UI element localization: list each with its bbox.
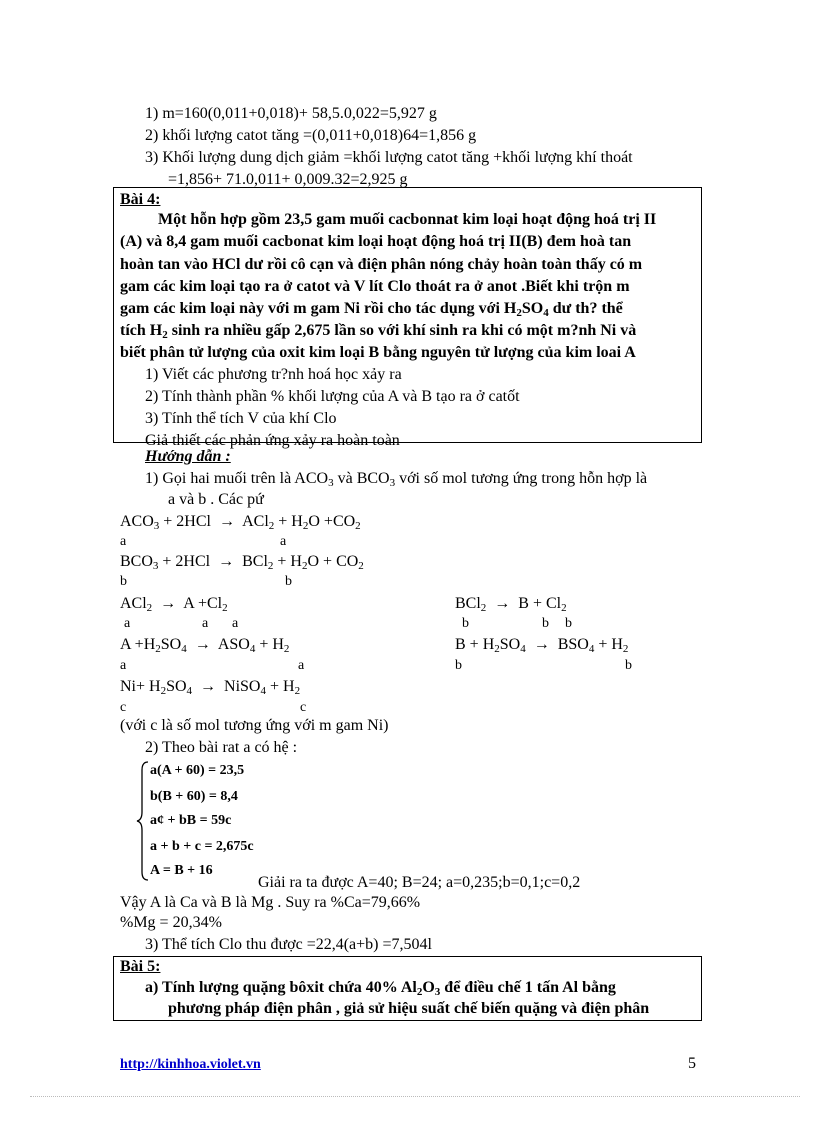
system-eq-5: A = B + 16: [150, 863, 213, 878]
bai4-q3: 3) Tính thể tích V của khí Clo: [145, 410, 337, 427]
reaction-4: $BCl_2 \to B + Cl_2$: [455, 595, 567, 614]
bai4-q1: 1) Viết các phương tr?nh hoá học xảy ra: [145, 366, 402, 383]
reaction-1-mol: a a: [120, 534, 287, 549]
footer-link[interactable]: http://kinhhoa.violet.vn: [120, 1057, 261, 1072]
reaction-2: $BCO_3 + 2HCl \to BCl_2 + H_2O + CO_2$: [120, 553, 364, 572]
guide-part-2: 2) Theo bài rat a có hệ :: [145, 739, 298, 756]
bai4-line-4: gam các kim loại tạo ra ở catot và V lít Clo thoát ra ở anot .Biết khi trộn m: [120, 278, 630, 295]
reaction-6-mol: b b: [455, 658, 632, 673]
system-eq-2: b(B + 60) = 8,4: [150, 789, 238, 804]
reaction-1: $ACO_3 + 2HCl \to ACl_2 + H_2O +CO_2$: [120, 513, 361, 532]
bai4-assumption: Giả thiết các phản ứng xảy ra hoàn toàn: [145, 432, 400, 449]
footer-divider: [30, 1096, 800, 1097]
bai4-line-3: hoàn tan vào HCl dư rồi cô cạn và điện phân nóng chảy hoàn toàn thấy có m: [120, 256, 643, 273]
solution-line-1: 1) m=160(0,011+0,018)+ 58,5.0,022=5,927 g: [145, 105, 437, 122]
bai5-title: Bài 5:: [120, 958, 161, 975]
reaction-4-mol: b b b: [462, 616, 572, 631]
guide-part-3: 3) Thể tích Clo thu được =22,4(a+b) =7,504l: [145, 936, 432, 953]
system-brace: [136, 760, 150, 882]
solution-line-3: 3) Khối lượng dung dịch giảm =khối lượng catot tăng +khối lượng khí thoát: [145, 149, 633, 166]
system-eq-3: a¢ + bB = 59c: [150, 813, 232, 828]
bai4-q2: 2) Tính thành phần % khối lượng của A và B tạo ra ở catốt: [145, 388, 520, 405]
conclusion: Vậy A là Ca và B là Mg . Suy ra %Ca=79,66%: [120, 894, 421, 911]
solution-line-2: 2) khối lượng catot tăng =(0,011+0,018)64=1,856 g: [145, 127, 477, 144]
note-c: (với c là số mol tương ứng với m gam Ni): [120, 717, 389, 734]
system-eq-1: a(A + 60) = 23,5: [150, 763, 245, 778]
page-number: 5: [688, 1055, 696, 1072]
guide-line-2: a và b . Các pứ: [168, 491, 264, 508]
reaction-5-mol: a a: [120, 658, 305, 673]
guide-line-1: 1) Gọi hai muối trên là $ACO_3$ và $BCO_3$ với số mol tương ứng trong hỗn hợp là: [145, 470, 648, 489]
reaction-6: $B + H_2SO_4 \to BSO_4 + H_2$: [455, 636, 629, 655]
reaction-7-mol: c c: [120, 700, 307, 715]
guide-title: Hướng dẫn :: [145, 448, 231, 465]
solution-result: Giải ra ta được A=40; B=24; a=0,235;b=0,1;c=0,2: [258, 874, 581, 891]
bai4-line-1: Một hỗn hợp gồm 23,5 gam muối cacbonnat kim loại hoạt động hoá trị II: [158, 211, 657, 228]
bai4-title: Bài 4:: [120, 191, 161, 208]
solution-line-4: =1,856+ 71.0,011+ 0,009.32=2,925 g: [168, 171, 408, 188]
reaction-5: $A +H_2SO_4 \to ASO_4 + H_2$: [120, 636, 290, 655]
reaction-2-mol: b b: [120, 574, 292, 589]
mg-percent: %Mg = 20,34%: [120, 914, 222, 931]
bai4-line-2: (A) và 8,4 gam muối cacbonat kim loại hoạt động hoá trị II(B) đem hoà tan: [120, 233, 632, 250]
bai4-line-7: biết phân tử lượng của oxit kim loại B bằng nguyên tử lượng của kim loai A: [120, 344, 636, 361]
system-eq-4: a + b + c = 2,675c: [150, 839, 254, 854]
bai4-line-5: gam các kim loại này với m gam Ni rồi cho tác dụng với $H_2SO_4$ dư th? thể: [120, 300, 623, 319]
reaction-3-mol: a a a: [124, 616, 239, 631]
reaction-3: $ACl_2 \to A +Cl_2$: [120, 595, 228, 614]
bai4-line-6: tích $H_2$ sinh ra nhiều gấp 2,675 lần so với khí sinh ra khi có một m?nh Ni và: [120, 322, 637, 341]
bai5-line-1: a) Tính lượng quặng bôxit chứa 40% $Al_2O_3$ để điều chế 1 tấn Al bằng: [145, 979, 616, 998]
reaction-7: $Ni+ H_2SO_4$ → NiSO$_4$ + $H_2$: [120, 678, 301, 697]
bai5-line-2: phương pháp điện phân , giả sử hiệu suất chế biến quặng và điện phân: [168, 1000, 650, 1017]
